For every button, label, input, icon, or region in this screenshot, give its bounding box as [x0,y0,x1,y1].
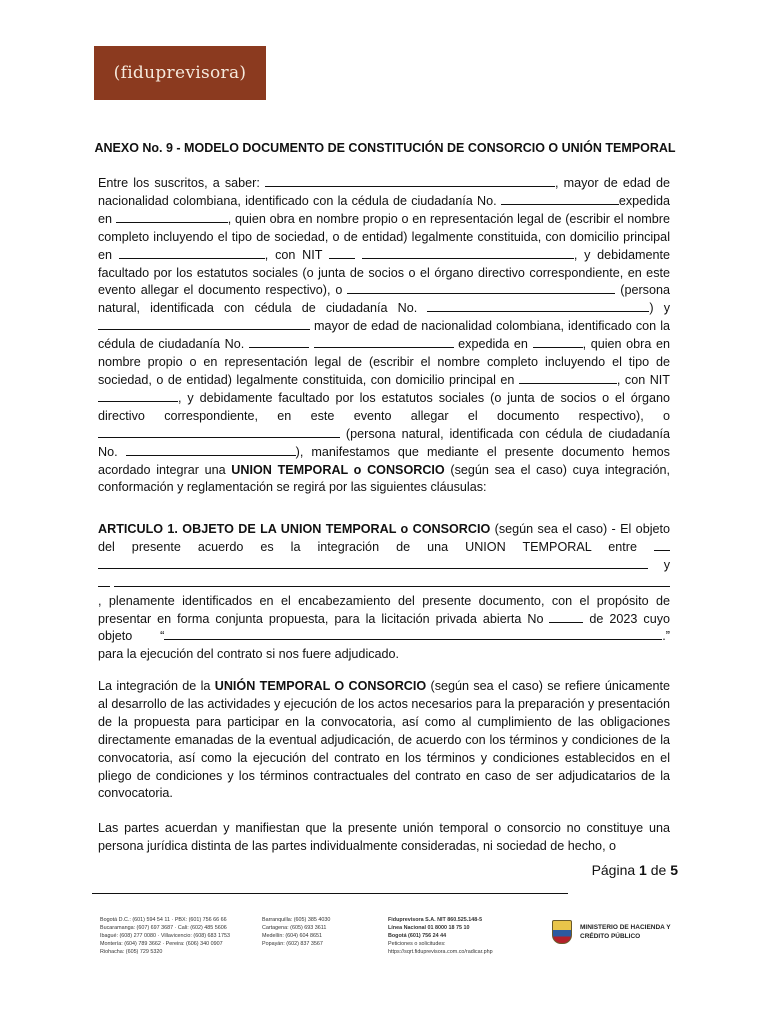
footer-link[interactable]: https://sqrt.fiduprevisora.com.co/radicar.php [388,949,493,955]
article-heading: ARTICULO 1. OBJETO DE LA UNION TEMPORAL o CONSORCIO [98,522,491,536]
blank-field[interactable] [329,248,355,259]
blank-field[interactable] [654,540,670,551]
footer-line-text: Ibagué: (608) 277 0080 · Villavicencio: (608) 683 1753 [100,933,230,939]
blank-field[interactable] [164,629,662,640]
text-segment: , con NIT [616,372,670,387]
text-segment: La integración de la [98,679,215,693]
text-segment: expedida en [98,193,670,226]
document-title: ANEXO No. 9 - MODELO DOCUMENTO DE CONSTITUCIÓN DE CONSORCIO O UNIÓN TEMPORAL [94,141,676,155]
text-segment: (persona natural, identificada con cédula de ciudadanía No. [98,283,670,316]
page-indicator [592,862,678,878]
blank-field[interactable] [98,319,310,330]
blank-field[interactable] [98,391,178,402]
text-segment: Entre los suscritos, a saber: [98,176,265,190]
text-segment: ) y [649,301,670,316]
footer-line-text: Barranquilla: (605) 385 4030 [262,917,331,923]
footer-line-text: Cartagena: (605) 693 3611 [262,925,327,931]
text-segment: y [648,557,670,572]
text-segment: (persona natural, identificada con cédula de ciudadanía No. [98,426,670,459]
footer-company-info [388,916,518,956]
blank-field[interactable] [98,558,648,569]
blank-field[interactable] [362,248,574,259]
footer-line-text: Peticiones o solicitudes: [388,941,446,947]
blank-field[interactable] [98,576,110,587]
blank-field[interactable] [549,612,583,623]
text-segment: , y debidamente facultado por los estatutos sociales (o junta de socios o el órgano directivo correspondiente, en este evento allegar el documento respectivo), o [98,390,670,423]
text-segment: Las partes acuerdan y manifiestan que la presente unión temporal o consorcio no constituye una persona jurídica distinta de las partes individualmente consideradas, ni sociedad de hecho, o [98,821,670,853]
blank-field[interactable] [98,427,340,438]
paragraph-integration [98,678,670,803]
blank-field[interactable] [519,373,617,384]
blank-field[interactable] [533,337,583,348]
page-label: Página [591,862,640,878]
footer-line-text: Línea Nacional 01 8000 18 75 10 [388,925,470,931]
text-segment: (según sea el caso) - El objeto del presente acuerdo es la integración de una UNION TEMPORAL entre [98,522,670,554]
coat-of-arms-icon [552,920,572,944]
paragraph-article-1 [98,521,670,664]
text-segment: mayor de edad de nacionalidad colombiana, identificado con la cédula de ciudadanía No. [98,319,670,352]
page-separator: de [646,862,671,878]
paragraph-parties-agreement [98,820,670,856]
footer-line-text: Medellín: (604) 604 8651 [262,933,322,939]
text-segment: , mayor de edad de nacionalidad colombiana, identificado con la cédula de ciudadanía No. [98,176,670,208]
text-segment: , con NIT [264,247,330,262]
text-segment: de 2023 cuyo objeto “ [98,611,670,644]
footer-line-text: Fiduprevisora S.A. NIT 860.525.148-5 [388,917,483,923]
footer-divider [92,893,568,894]
footer-offices-col2 [262,916,362,948]
blank-field[interactable] [501,194,619,205]
blank-field[interactable] [347,283,615,294]
text-segment: expedida en [453,337,533,352]
blank-field[interactable] [119,248,265,259]
text-segment: ), manifestamos que mediante el presente documento hemos acordado integrar una [98,444,670,477]
blank-field[interactable] [114,576,670,587]
footer-line-text: Montería: (604) 789 3662 · Pereira: (606) 340 0907 [100,941,223,947]
footer-line-text: Popayán: (602) 837 3567 [262,941,323,947]
page-current: 1 [639,862,647,878]
text-segment: , y debidamente facultado por los estatutos sociales (o junta de socios o el órgano directivo correspondiente, en este evento allegar el documento respectivo), o [98,247,670,298]
text-segment: , quien obra en nombre propio o en representación legal de (escribir el nombre completo incluyendo el tipo de sociedad, o de entidad) legalmente constituida, con domicilio principal en [98,337,671,387]
text-segment: .” para la ejecución del contrato si nos fuere adjudicado. [98,629,670,662]
footer-line-text: Bucaramanga: (607) 697 3687 · Cali: (602) 485 5606 [100,925,227,931]
blank-field[interactable] [126,445,296,456]
blank-field[interactable] [427,301,649,312]
text-segment: (según sea el caso) se refiere únicamente al desarrollo de las actividades y ejecución de los actos necesarios para la preparación y presentación de la propuesta para participar en la convocatoria, así como al cumplimiento de las obligaciones directamente emanadas de la eventual adjudicación, de acuerdo con los términos y condiciones de la convocatoria, así como la ejecución del contrato en los términos y condiciones establecidos en el pliego de condiciones y los términos contractuales del contrato en caso de ser adjudicatarios de la convocatoria. [98,679,670,801]
blank-field[interactable] [265,176,555,187]
text-segment: (según sea el caso) cuya integración, conformación y reglamentación se regirá por las siguientes cláusulas: [98,462,670,495]
ministry-logo [552,920,671,944]
company-logo [94,46,266,100]
footer-line-text: Bogotá (601) 756 24 44 [388,933,447,939]
logo-text: (fiduprevisora) [113,63,247,83]
blank-field[interactable] [249,337,309,348]
bold-text: UNION TEMPORAL o CONSORCIO [231,462,445,477]
bold-text: UNIÓN TEMPORAL O CONSORCIO [214,679,427,693]
footer-line-text: Riohacha: (605) 729 5320 [100,949,163,955]
blank-field[interactable] [314,337,454,348]
footer-line-text: Bogotá D.C.: (601) 594 54 11 · PBX: (601) 756 66 66 [100,917,227,923]
text-segment: , plenamente identificados en el encabezamiento del presente documento, con el propósito de presentar en forma conjunta propuesta, para la licitación privada abierta No [98,593,670,626]
footer-offices-col1 [100,916,260,956]
paragraph-parties [98,175,670,497]
page-total: 5 [670,862,678,878]
blank-field[interactable] [116,212,228,223]
text-segment: , quien obra en nombre propio o en representación legal de (escribir el nombre completo incluyendo el tipo de sociedad, o de entidad) legalmente constituida, con domicilio principal en [98,211,670,262]
ministry-name-line: CRÉDITO PÚBLICO [580,933,641,940]
ministry-name-line: MINISTERIO DE HACIENDA Y [580,924,671,931]
